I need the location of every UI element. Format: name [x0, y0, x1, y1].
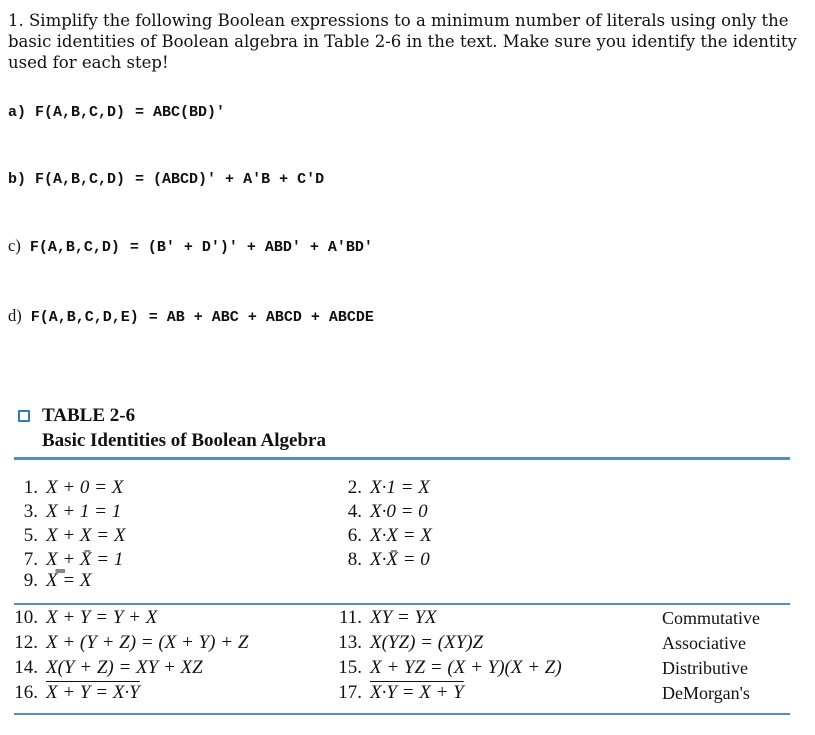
identity-8: 8. X·X̄ = 0 — [347, 549, 430, 570]
identity-4: 4. X·0 = 0 — [347, 501, 428, 522]
table-middle-rule — [14, 603, 790, 605]
identity-11: 11. XY = YX — [338, 607, 437, 628]
identity-5: 5. X + X = X — [23, 525, 126, 546]
part-d-function: F(A,B,C,D,E) — [30, 309, 139, 326]
part-c-function: F(A,B,C,D) — [29, 239, 120, 256]
part-a — [8, 104, 225, 121]
part-d-label: d) — [8, 306, 22, 325]
identity-7: 7. X + X̄ = 1 — [23, 549, 124, 570]
identity-6: 6. X·X = X — [347, 525, 432, 546]
identity-10: 10. X + Y = Y + X — [14, 607, 158, 628]
part-b-expression: = (ABCD)' + A'B + C'D — [135, 171, 325, 188]
law-distributive: Distributive — [662, 658, 748, 678]
part-a-function: F(A,B,C,D) — [35, 104, 126, 121]
law-demorgans: DeMorgan's — [662, 683, 750, 703]
part-c-label: c) — [8, 236, 21, 255]
identity-1: 1. X + 0 = X — [23, 477, 124, 498]
identity-3: 3. X + 1 = 1 — [23, 501, 122, 522]
law-commutative: Commutative — [662, 608, 760, 628]
table-title: TABLE 2-6 — [42, 405, 136, 426]
law-associative: Associative — [662, 633, 746, 653]
problem-statement: 1. Simplify the following Boolean expressions to a minimum number of literals using only the basic identities of Boolean algebra in Table 2-6 in the text. Make sure you identify the identity used for each step! — [8, 11, 797, 72]
identity-15: 15. X + YZ = (X + Y)(X + Z) — [338, 657, 562, 678]
part-d — [8, 306, 374, 326]
part-b-function: F(A,B,C,D) — [35, 171, 126, 188]
identity-12: 12. X + (Y + Z) = (X + Y) + Z — [14, 632, 249, 653]
identity-2: 2. X·1 = X — [347, 477, 430, 498]
table-top-rule — [14, 457, 790, 460]
part-b — [8, 171, 324, 188]
part-a-label: a) — [8, 104, 27, 121]
identity-14: 14. X(Y + Z) = XY + XZ — [14, 657, 203, 678]
identity-17: 17. X·Y = X + Y — [338, 682, 464, 703]
identity-13: 13. X(YZ) = (XY)Z — [338, 632, 484, 653]
identity-9: 9. X̿ = X — [23, 570, 92, 591]
table-square-icon — [18, 410, 30, 422]
identity-16: 16. X + Y = X·Y — [14, 682, 140, 703]
part-d-expression: = AB + ABC + ABCD + ABCDE — [148, 309, 374, 326]
part-a-expression: = ABC(BD)' — [135, 104, 226, 121]
part-c — [8, 236, 373, 256]
table-subtitle: Basic Identities of Boolean Algebra — [42, 430, 326, 451]
part-b-label: b) — [8, 171, 27, 188]
part-c-expression: = (B' + D')' + ABD' + A'BD' — [129, 239, 373, 256]
table-bottom-rule — [14, 713, 790, 715]
